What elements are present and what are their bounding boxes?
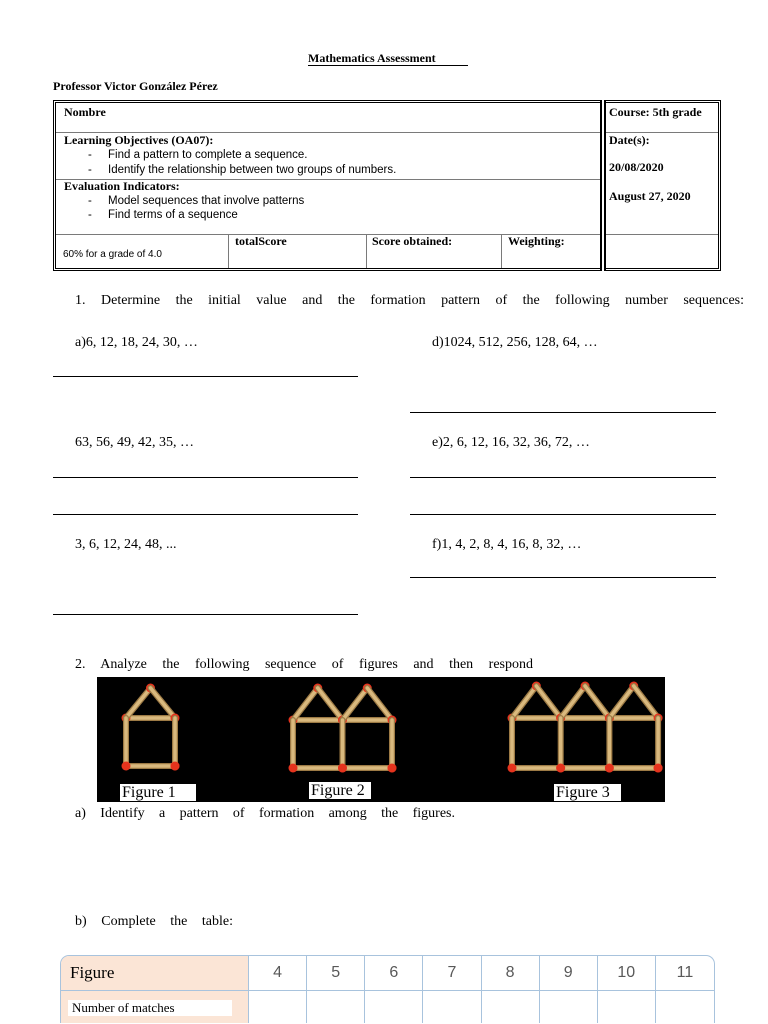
table-blank-cell	[365, 991, 423, 1023]
sequence-f: f)1, 4, 2, 8, 4, 16, 8, 32, …	[432, 537, 582, 552]
table-header-cell: 4	[249, 956, 307, 991]
matchstick-body	[126, 688, 151, 718]
dates-label: Date(s):	[609, 133, 650, 147]
match-head	[338, 764, 347, 773]
part-b-label: b)	[75, 914, 87, 929]
table-row-label-cell	[61, 991, 249, 1023]
matchstick-body	[634, 686, 658, 718]
table-header-cell: 8	[482, 956, 540, 991]
answer-line	[410, 577, 716, 578]
part-a-text: Identify a pattern of formation among the figures.	[100, 806, 455, 821]
matchstick	[605, 718, 614, 773]
matchstick	[338, 720, 347, 773]
table-blank-cell	[307, 991, 365, 1023]
objective-item: Identify the relationship between two groups of numbers.	[108, 164, 397, 176]
matchstick-body	[536, 686, 560, 718]
match-head	[289, 764, 298, 773]
matchstick	[388, 720, 397, 773]
answer-line	[410, 514, 716, 515]
figure-1-label: Figure 1	[120, 784, 196, 801]
question-2-prompt	[75, 657, 533, 673]
match-head	[508, 764, 517, 773]
name-label: Nombre	[64, 105, 106, 119]
part-b-text: Complete the table:	[101, 914, 233, 929]
table-blank-cell	[249, 991, 307, 1023]
professor-name: Professor Victor González Pérez	[53, 79, 218, 93]
objectives-title: Learning Objectives (OA07):	[64, 133, 214, 147]
sequence-e: e)2, 6, 12, 16, 32, 36, 72, …	[432, 435, 590, 450]
matchstick	[171, 718, 180, 771]
matchstick	[654, 718, 663, 773]
table-row-label: Number of matches	[68, 1000, 232, 1016]
question-text: Analyze the following sequence of figures and then respond	[100, 657, 534, 672]
figure-3-drawing	[508, 682, 663, 773]
answer-line	[410, 412, 716, 413]
table-header-cell: 9	[540, 956, 598, 991]
matchstick-body	[512, 686, 536, 718]
table-blank-cell	[540, 991, 598, 1023]
sequence-a: a)6, 12, 18, 24, 30, …	[75, 335, 198, 350]
question-number: 2.	[75, 657, 86, 672]
matchstick-body	[151, 688, 176, 718]
answer-line	[53, 477, 358, 478]
answer-line	[53, 514, 358, 515]
matchstick	[289, 720, 298, 773]
matchstick-body	[561, 686, 585, 718]
grade-note: 60% for a grade of 4.0	[63, 249, 162, 260]
matchstick-body	[585, 686, 609, 718]
info-table-separator	[600, 100, 606, 271]
matchstick-body	[367, 688, 392, 720]
matchstick-body	[293, 688, 318, 720]
table-rule	[501, 234, 502, 268]
part-b-prompt	[75, 914, 233, 930]
matchstick	[508, 718, 517, 773]
score-obtained-label: Score obtained:	[372, 234, 453, 248]
course-label: Course: 5th grade	[609, 105, 702, 119]
figure-1-drawing	[122, 684, 180, 771]
date-value: August 27, 2020	[609, 189, 691, 203]
question-number: 1.	[75, 293, 86, 308]
table-header-cell: 6	[365, 956, 423, 991]
sequence-b: 63, 56, 49, 42, 35, …	[75, 435, 194, 450]
matchstick-body	[609, 686, 633, 718]
table-blank-cell	[598, 991, 656, 1023]
answer-line	[410, 477, 716, 478]
sequence-c: 3, 6, 12, 24, 48, ...	[75, 537, 177, 552]
table-blank-cell	[482, 991, 540, 1023]
indicators-title: Evaluation Indicators:	[64, 179, 180, 193]
indicator-item: Find terms of a sequence	[108, 209, 238, 221]
match-head	[388, 764, 397, 773]
objective-item: Find a pattern to complete a sequence.	[108, 149, 308, 161]
part-a-label: a)	[75, 806, 86, 821]
matchstick-body	[343, 688, 368, 720]
table-header-cell: 10	[598, 956, 656, 991]
total-score-label: totalScore	[235, 234, 287, 248]
match-head	[122, 762, 131, 771]
question-text: Determine the initial value and the formation pattern of the following number sequences:	[101, 293, 745, 308]
table-rule	[606, 234, 718, 235]
matches-table	[60, 955, 715, 1023]
match-head	[605, 764, 614, 773]
table-blank-cell	[656, 991, 714, 1023]
table-header-cell: 5	[307, 956, 365, 991]
matchstick	[122, 718, 131, 771]
table-rule	[228, 234, 229, 268]
table-header-cell: 11	[656, 956, 714, 991]
date-value: 20/08/2020	[609, 160, 664, 174]
figure-3-label: Figure 3	[554, 784, 621, 801]
document-title: Mathematics Assessment	[308, 51, 468, 66]
part-a-prompt	[75, 806, 455, 822]
sequence-d: d)1024, 512, 256, 128, 64, …	[432, 335, 598, 350]
figure-2-label: Figure 2	[309, 782, 371, 799]
bullet-dash: -	[88, 209, 92, 221]
answer-line	[53, 376, 358, 377]
figure-2-drawing	[289, 684, 397, 773]
bullet-dash: -	[88, 195, 92, 207]
table-rule	[366, 234, 367, 268]
answer-line	[53, 614, 358, 615]
table-blank-cell	[423, 991, 481, 1023]
question-1-prompt	[75, 293, 744, 309]
table-header-label: Figure	[70, 963, 115, 982]
bullet-dash: -	[88, 149, 92, 161]
bullet-dash: -	[88, 164, 92, 176]
matchstick	[556, 718, 565, 773]
match-head	[654, 764, 663, 773]
indicator-item: Model sequences that involve patterns	[108, 195, 305, 207]
match-head	[171, 762, 180, 771]
match-head	[556, 764, 565, 773]
table-header-label-cell	[61, 956, 249, 991]
weighting-label: Weighting:	[508, 234, 565, 248]
table-header-cell: 7	[423, 956, 481, 991]
matchstick-figures-image	[97, 677, 665, 802]
matchstick-body	[318, 688, 343, 720]
